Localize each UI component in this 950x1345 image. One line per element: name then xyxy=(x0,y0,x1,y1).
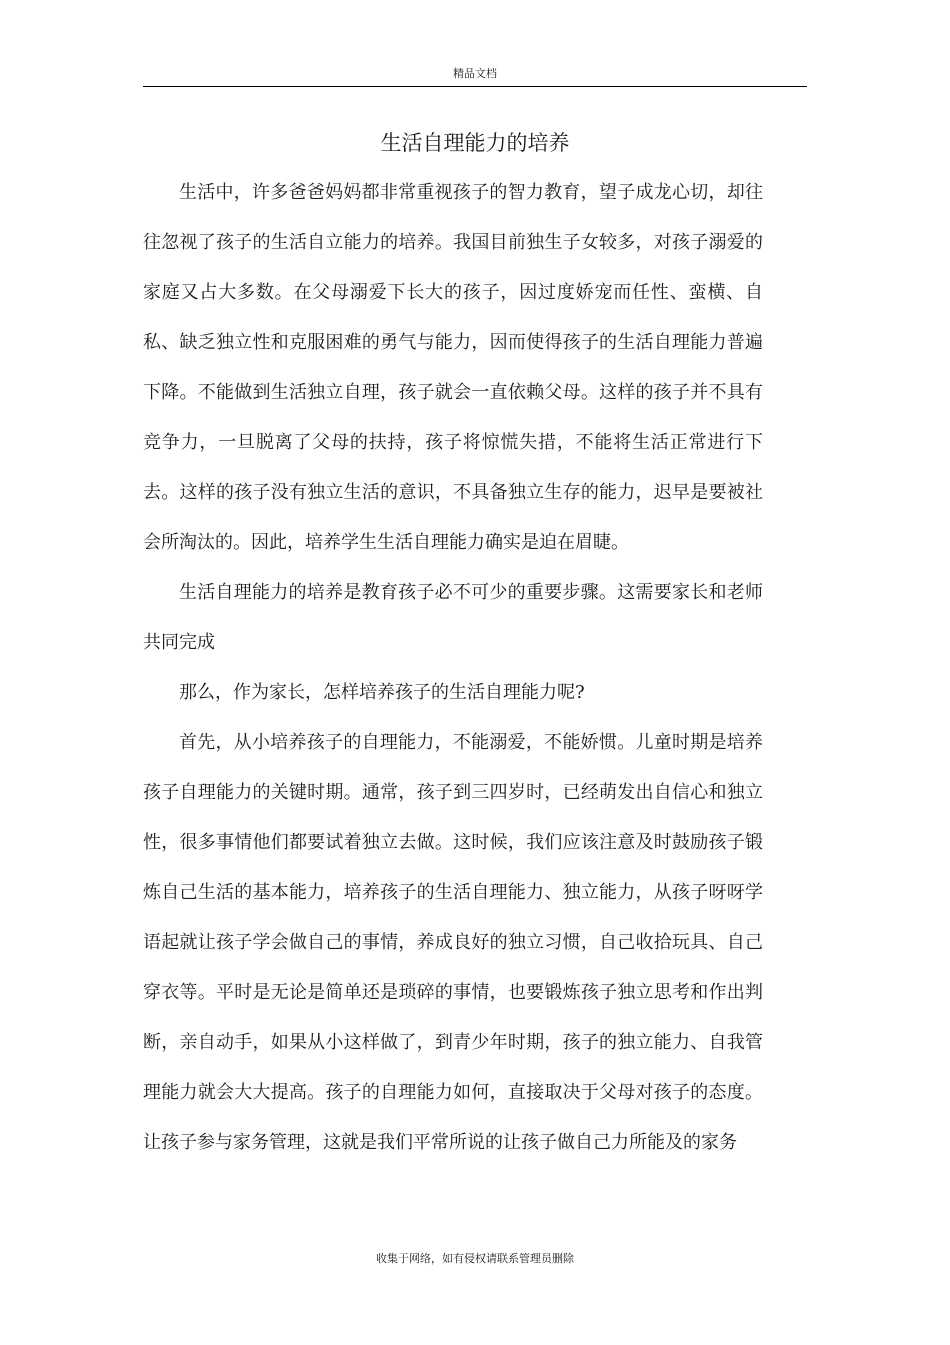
paragraph-2: 生活自理能力的培养是教育孩子必不可少的重要步骤。这需要家长和老师共同完成 xyxy=(143,582,763,653)
paragraph-3: 那么，作为家长，怎样培养孩子的生活自理能力呢? xyxy=(179,682,585,703)
document-title: 生活自理能力的培养 xyxy=(380,131,570,155)
paragraph-4: 首先，从小培养孩子的自理能力，不能溺爱，不能娇惯。儿童时期是培养孩子自理能力的关键时期。通常，孩子到三四岁时，已经萌发出自信心和独立性，很多事情他们都要试着独立去做。这时候，我们应该注意及时鼓励孩子锻炼自己生活的基本能力，培养孩子的生活自理能力、独立能力，从孩子呀呀学语起就让孩子学会做自己的事情，养成良好的独立习惯，自己收拾玩具、自己穿衣等。平时是无论是简单还是琐碎的事情，也要锻炼孩子独立思考和作出判断，亲自动手，如果从小这样做了，到青少年时期，孩子的独立能力、自我管理能力就会大大提高。孩子的自理能力如何，直接取决于父母对孩子的态度。让孩子参与家务管理，这就是我们平常所说的让孩子做自己力所能及的家务 xyxy=(143,732,763,1153)
paragraph-1: 生活中，许多爸爸妈妈都非常重视孩子的智力教育，望子成龙心切，却往往忽视了孩子的生活自立能力的培养。我国目前独生子女较多，对孩子溺爱的家庭又占大多数。在父母溺爱下长大的孩子，因过度娇宠而任性、蛮横、自私、缺乏独立性和克服困难的勇气与能力，因而使得孩子的生活自理能力普遍下降。不能做到生活独立自理，孩子就会一直依赖父母。这样的孩子并不具有竞争力，一旦脱离了父母的扶持，孩子将惊慌失措，不能将生活正常进行下去。这样的孩子没有独立生活的意识，不具备独立生存的能力，迟早是要被社会所淘汰的。因此，培养学生生活自理能力确实是迫在眉睫。 xyxy=(143,182,763,553)
document-body xyxy=(143,168,763,1168)
page-footer: 收集于网络，如有侵权请联系管理员删除 xyxy=(376,1252,574,1265)
page-header: 精品文档 xyxy=(143,64,807,87)
